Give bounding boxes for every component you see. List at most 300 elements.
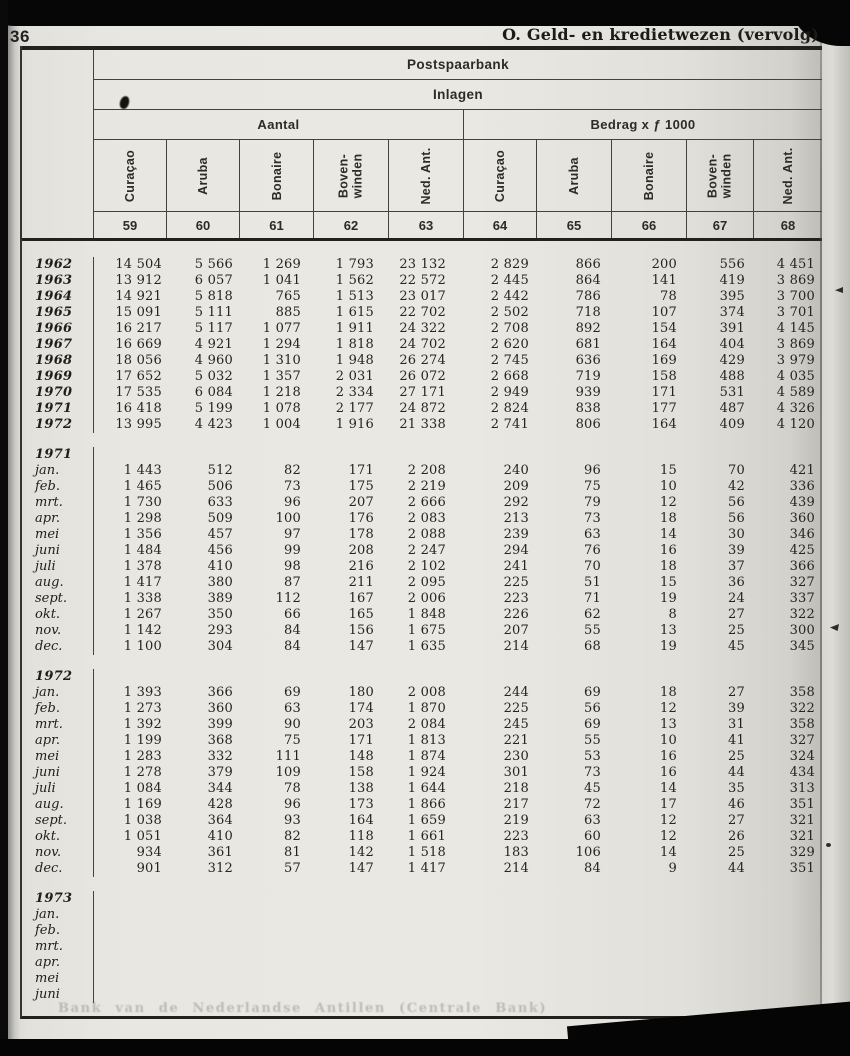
table-cell: 4 589 bbox=[776, 385, 815, 400]
table-cell: 1 004 bbox=[262, 417, 301, 432]
table-cell bbox=[754, 987, 822, 1003]
table-cell: 1 038 bbox=[123, 813, 162, 828]
row-label: juni bbox=[22, 987, 94, 1003]
table-cell: 901 bbox=[136, 861, 162, 876]
table-cell: 1 278 bbox=[123, 765, 162, 780]
table-row bbox=[22, 955, 822, 971]
table-cell bbox=[537, 939, 612, 955]
table-cell: 209 bbox=[503, 479, 529, 494]
table-cell: 164 bbox=[348, 813, 374, 828]
table-cell: 380 bbox=[207, 575, 233, 590]
table-cell bbox=[612, 939, 687, 955]
table-cell: 4 921 bbox=[194, 337, 233, 352]
table-cell: 98 bbox=[284, 559, 301, 574]
table-cell: 45 bbox=[584, 781, 601, 796]
table-cell: 3 869 bbox=[776, 337, 815, 352]
table-row bbox=[22, 845, 822, 861]
table-cell: 312 bbox=[207, 861, 233, 876]
table-cell: 1 518 bbox=[407, 845, 446, 860]
table-cell: 1 659 bbox=[407, 813, 446, 828]
table-row bbox=[22, 575, 822, 591]
table-cell: 360 bbox=[207, 701, 233, 716]
table-cell bbox=[314, 447, 389, 463]
table-row bbox=[22, 305, 822, 321]
table-cell bbox=[314, 971, 389, 987]
table-cell: 203 bbox=[348, 717, 374, 732]
table-cell: 18 bbox=[660, 511, 677, 526]
table-cell: 346 bbox=[789, 527, 815, 542]
table-cell bbox=[612, 447, 687, 463]
table-cell bbox=[754, 955, 822, 971]
table-cell: 344 bbox=[207, 781, 233, 796]
table-cell: 719 bbox=[575, 369, 601, 384]
table-cell: 55 bbox=[584, 623, 601, 638]
table-cell: 3 701 bbox=[776, 305, 815, 320]
table-cell: 24 bbox=[728, 591, 745, 606]
section-heading-row bbox=[22, 447, 822, 463]
column-header-62 bbox=[314, 140, 389, 212]
table-cell bbox=[94, 955, 167, 971]
table-cell: 76 bbox=[584, 543, 601, 558]
table-cell: 488 bbox=[719, 369, 745, 384]
column-header-67 bbox=[687, 140, 754, 212]
table-cell: 1 635 bbox=[407, 639, 446, 654]
table-cell: 239 bbox=[503, 527, 529, 542]
table-cell: 62 bbox=[584, 607, 601, 622]
table-cell: 82 bbox=[284, 463, 301, 478]
section-heading: 1973 bbox=[22, 891, 94, 907]
table-cell: 351 bbox=[789, 797, 815, 812]
table-cell: 531 bbox=[719, 385, 745, 400]
table-cell: 332 bbox=[207, 749, 233, 764]
table-cell bbox=[537, 669, 612, 685]
section-heading: 1971 bbox=[22, 447, 94, 463]
table-cell: 5 111 bbox=[194, 305, 233, 320]
row-label: mei bbox=[22, 527, 94, 543]
table-cell: 56 bbox=[728, 511, 745, 526]
table-cell: 73 bbox=[584, 511, 601, 526]
table-cell: 138 bbox=[348, 781, 374, 796]
scan-edge-left bbox=[0, 0, 8, 1056]
table-cell: 30 bbox=[728, 527, 745, 542]
table-cell: 25 bbox=[728, 845, 745, 860]
table-cell: 2 502 bbox=[490, 305, 529, 320]
table-cell: 23 017 bbox=[399, 289, 446, 304]
table-cell bbox=[167, 447, 240, 463]
column-header-label: Bonaire bbox=[641, 151, 656, 200]
table-cell: 213 bbox=[503, 511, 529, 526]
table-cell: 75 bbox=[584, 479, 601, 494]
table-cell: 22 572 bbox=[399, 273, 446, 288]
table-row bbox=[22, 685, 822, 701]
table-cell: 27 bbox=[728, 813, 745, 828]
table-cell: 410 bbox=[207, 559, 233, 574]
table-row bbox=[22, 607, 822, 623]
table-cell: 1 218 bbox=[262, 385, 301, 400]
table-cell: 25 bbox=[728, 623, 745, 638]
table-cell bbox=[537, 907, 612, 923]
table-cell: 399 bbox=[207, 717, 233, 732]
scan-speck bbox=[826, 843, 831, 847]
column-header-label: Aruba bbox=[195, 156, 210, 195]
table-cell: 37 bbox=[728, 559, 745, 574]
column-number: 61 bbox=[240, 212, 314, 238]
table-cell bbox=[94, 971, 167, 987]
table-cell: 1 356 bbox=[123, 527, 162, 542]
page-number: 36 bbox=[10, 27, 30, 46]
section-heading: 1972 bbox=[22, 669, 94, 685]
table-cell: 69 bbox=[284, 685, 301, 700]
table-cell: 419 bbox=[719, 273, 745, 288]
row-label: mei bbox=[22, 971, 94, 987]
table-cell bbox=[314, 907, 389, 923]
row-label: feb. bbox=[22, 701, 94, 717]
table-cell: 84 bbox=[284, 639, 301, 654]
table-cell: 56 bbox=[584, 701, 601, 716]
table-cell: 18 056 bbox=[115, 353, 162, 368]
table-cell bbox=[754, 923, 822, 939]
row-label: juli bbox=[22, 781, 94, 797]
table-cell bbox=[389, 447, 464, 463]
table-cell: 5 566 bbox=[194, 257, 233, 272]
table-cell bbox=[754, 971, 822, 987]
table-cell: 171 bbox=[348, 463, 374, 478]
table-row bbox=[22, 701, 822, 717]
table-cell: 16 bbox=[660, 543, 677, 558]
table-cell: 240 bbox=[503, 463, 529, 478]
row-label: mei bbox=[22, 749, 94, 765]
table-row bbox=[22, 861, 822, 877]
table-cell: 425 bbox=[789, 543, 815, 558]
table-cell: 1 393 bbox=[123, 685, 162, 700]
table-cell: 17 652 bbox=[115, 369, 162, 384]
table-cell: 1 078 bbox=[262, 401, 301, 416]
table-cell: 457 bbox=[207, 527, 233, 542]
table-cell: 892 bbox=[575, 321, 601, 336]
row-label: aug. bbox=[22, 797, 94, 813]
table-cell bbox=[314, 891, 389, 907]
table-cell bbox=[612, 891, 687, 907]
table-cell: 17 bbox=[660, 797, 677, 812]
table-cell: 176 bbox=[348, 511, 374, 526]
column-header-63 bbox=[389, 140, 464, 212]
table-cell: 636 bbox=[575, 353, 601, 368]
row-label: jan. bbox=[22, 685, 94, 701]
table-cell: 1 338 bbox=[123, 591, 162, 606]
table-row bbox=[22, 369, 822, 385]
table-row bbox=[22, 813, 822, 829]
table-cell bbox=[240, 955, 314, 971]
table-cell: 63 bbox=[284, 701, 301, 716]
table-cell: 327 bbox=[789, 733, 815, 748]
table-row bbox=[22, 639, 822, 655]
row-label: 1970 bbox=[22, 385, 94, 401]
table-cell: 8 bbox=[668, 607, 677, 622]
column-number: 64 bbox=[464, 212, 537, 238]
table-cell: 14 bbox=[660, 845, 677, 860]
table-row bbox=[22, 939, 822, 955]
column-number: 67 bbox=[687, 212, 754, 238]
table-cell: 866 bbox=[575, 257, 601, 272]
table-cell: 329 bbox=[789, 845, 815, 860]
column-header-label: Ned. Ant. bbox=[780, 146, 795, 205]
table-cell: 177 bbox=[651, 401, 677, 416]
table-cell: 1 357 bbox=[262, 369, 301, 384]
table-cell: 409 bbox=[719, 417, 745, 432]
table-cell: 1 874 bbox=[407, 749, 446, 764]
table-cell: 864 bbox=[575, 273, 601, 288]
table-cell: 1 310 bbox=[262, 353, 301, 368]
column-header-59 bbox=[94, 140, 167, 212]
table-cell: 142 bbox=[348, 845, 374, 860]
table-cell: 12 bbox=[660, 829, 677, 844]
table-row bbox=[22, 273, 822, 289]
row-label: 1967 bbox=[22, 337, 94, 353]
table-cell: 225 bbox=[503, 701, 529, 716]
table-cell bbox=[687, 923, 754, 939]
table-cell: 72 bbox=[584, 797, 601, 812]
table-cell: 214 bbox=[503, 639, 529, 654]
column-header-label: Boven- winden bbox=[705, 153, 734, 198]
table-cell: 2 102 bbox=[407, 559, 446, 574]
table-cell: 71 bbox=[584, 591, 601, 606]
table-cell: 23 132 bbox=[399, 257, 446, 272]
table-cell: 2 824 bbox=[490, 401, 529, 416]
table-body bbox=[22, 241, 822, 1016]
table-cell bbox=[612, 955, 687, 971]
table-cell: 6 057 bbox=[194, 273, 233, 288]
table-cell bbox=[94, 891, 167, 907]
table-cell: 439 bbox=[789, 495, 815, 510]
column-header-label: Bonaire bbox=[269, 151, 284, 200]
table-cell: 404 bbox=[719, 337, 745, 352]
table-cell: 16 bbox=[660, 749, 677, 764]
table-cell bbox=[167, 907, 240, 923]
table-cell: 174 bbox=[348, 701, 374, 716]
row-label: nov. bbox=[22, 623, 94, 639]
table-cell: 15 bbox=[660, 463, 677, 478]
table-row bbox=[22, 971, 822, 987]
table-cell: 107 bbox=[651, 305, 677, 320]
row-label: jan. bbox=[22, 907, 94, 923]
table-cell: 1 273 bbox=[123, 701, 162, 716]
table-cell: 1 169 bbox=[123, 797, 162, 812]
section-heading-row bbox=[22, 669, 822, 685]
table-cell: 87 bbox=[284, 575, 301, 590]
table-row bbox=[22, 417, 822, 433]
table-cell bbox=[464, 669, 537, 685]
table-cell: 183 bbox=[503, 845, 529, 860]
table-cell: 13 bbox=[660, 623, 677, 638]
table-cell: 164 bbox=[651, 337, 677, 352]
table-cell: 2 745 bbox=[490, 353, 529, 368]
table-cell: 1 378 bbox=[123, 559, 162, 574]
table-cell: 1 051 bbox=[123, 829, 162, 844]
table-cell: 1 077 bbox=[262, 321, 301, 336]
table-cell: 368 bbox=[207, 733, 233, 748]
table-row bbox=[22, 463, 822, 479]
group-header-bedrag: Bedrag x ƒ 1000 bbox=[464, 110, 822, 140]
table-cell: 1 465 bbox=[123, 479, 162, 494]
table-row bbox=[22, 353, 822, 369]
table-cell bbox=[389, 971, 464, 987]
table-cell bbox=[94, 669, 167, 685]
table-cell: 1 644 bbox=[407, 781, 446, 796]
table-cell: 42 bbox=[728, 479, 745, 494]
table-cell: 391 bbox=[719, 321, 745, 336]
table-cell: 1 562 bbox=[335, 273, 374, 288]
table-subtitle: Inlagen bbox=[94, 80, 822, 110]
table-cell: 66 bbox=[284, 607, 301, 622]
column-header-60 bbox=[167, 140, 240, 212]
table-cell: 178 bbox=[348, 527, 374, 542]
table-cell bbox=[612, 907, 687, 923]
table-cell: 26 bbox=[728, 829, 745, 844]
table-cell bbox=[464, 447, 537, 463]
table-cell: 395 bbox=[719, 289, 745, 304]
row-label: 1964 bbox=[22, 289, 94, 305]
table-cell: 2 668 bbox=[490, 369, 529, 384]
row-label: 1968 bbox=[22, 353, 94, 369]
table-cell: 223 bbox=[503, 829, 529, 844]
table-row bbox=[22, 781, 822, 797]
table-cell: 718 bbox=[575, 305, 601, 320]
table-cell: 4 145 bbox=[776, 321, 815, 336]
table-cell: 200 bbox=[651, 257, 677, 272]
table-cell: 2 829 bbox=[490, 257, 529, 272]
table-cell: 216 bbox=[348, 559, 374, 574]
table-cell: 2 083 bbox=[407, 511, 446, 526]
table-cell bbox=[687, 971, 754, 987]
row-label: 1965 bbox=[22, 305, 94, 321]
table-cell: 214 bbox=[503, 861, 529, 876]
table-cell: 1 199 bbox=[123, 733, 162, 748]
table-cell: 1 100 bbox=[123, 639, 162, 654]
table-cell: 39 bbox=[728, 543, 745, 558]
column-number: 60 bbox=[167, 212, 240, 238]
table-cell bbox=[240, 971, 314, 987]
table-cell: 351 bbox=[789, 861, 815, 876]
column-header-64 bbox=[464, 140, 537, 212]
table-cell bbox=[612, 971, 687, 987]
table-cell bbox=[167, 955, 240, 971]
table-cell bbox=[537, 923, 612, 939]
table-cell: 358 bbox=[789, 685, 815, 700]
table-cell: 21 338 bbox=[399, 417, 446, 432]
page-fold-line bbox=[820, 24, 822, 1042]
row-label: juni bbox=[22, 543, 94, 559]
table-cell: 57 bbox=[284, 861, 301, 876]
table-cell: 79 bbox=[584, 495, 601, 510]
row-label: 1966 bbox=[22, 321, 94, 337]
table-cell: 244 bbox=[503, 685, 529, 700]
table-cell bbox=[389, 955, 464, 971]
row-label: feb. bbox=[22, 479, 94, 495]
table-cell: 293 bbox=[207, 623, 233, 638]
table-cell: 4 423 bbox=[194, 417, 233, 432]
table-cell: 1 084 bbox=[123, 781, 162, 796]
table-cell: 19 bbox=[660, 591, 677, 606]
table-cell: 361 bbox=[207, 845, 233, 860]
table-cell: 24 322 bbox=[399, 321, 446, 336]
table-cell: 13 912 bbox=[115, 273, 162, 288]
table-row bbox=[22, 321, 822, 337]
table-cell: 167 bbox=[348, 591, 374, 606]
table-cell: 410 bbox=[207, 829, 233, 844]
table-cell: 556 bbox=[719, 257, 745, 272]
table-cell: 2 208 bbox=[407, 463, 446, 478]
table-cell bbox=[167, 891, 240, 907]
table-cell: 51 bbox=[584, 575, 601, 590]
column-header-label: Curaçao bbox=[492, 149, 507, 202]
table-cell bbox=[314, 669, 389, 685]
column-header-label: Curaçao bbox=[122, 149, 137, 202]
row-label: 1963 bbox=[22, 273, 94, 289]
table-cell: 1 911 bbox=[335, 321, 374, 336]
table-cell: 5 199 bbox=[194, 401, 233, 416]
row-label: okt. bbox=[22, 607, 94, 623]
table-cell: 358 bbox=[789, 717, 815, 732]
table-cell bbox=[94, 939, 167, 955]
table-cell: 300 bbox=[789, 623, 815, 638]
table-cell: 27 171 bbox=[399, 385, 446, 400]
table-cell bbox=[687, 955, 754, 971]
table-cell: 73 bbox=[584, 765, 601, 780]
table-cell: 3 979 bbox=[776, 353, 815, 368]
row-label: mrt. bbox=[22, 717, 94, 733]
table-cell bbox=[389, 939, 464, 955]
table-cell: 4 451 bbox=[776, 257, 815, 272]
table-cell: 141 bbox=[651, 273, 677, 288]
table-cell: 2 177 bbox=[335, 401, 374, 416]
table-cell: 164 bbox=[651, 417, 677, 432]
table-cell: 16 bbox=[660, 765, 677, 780]
row-label: apr. bbox=[22, 955, 94, 971]
table-cell: 112 bbox=[275, 591, 301, 606]
table-cell bbox=[464, 955, 537, 971]
table-cell: 506 bbox=[207, 479, 233, 494]
table-cell: 154 bbox=[651, 321, 677, 336]
group-header-aantal: Aantal bbox=[94, 110, 464, 140]
row-label: apr. bbox=[22, 733, 94, 749]
row-label: dec. bbox=[22, 861, 94, 877]
table-cell bbox=[687, 907, 754, 923]
table-cell: 14 504 bbox=[115, 257, 162, 272]
table-cell: 336 bbox=[789, 479, 815, 494]
table-cell: 96 bbox=[584, 463, 601, 478]
table-cell: 245 bbox=[503, 717, 529, 732]
table-cell: 96 bbox=[284, 797, 301, 812]
table-cell: 366 bbox=[789, 559, 815, 574]
table-cell: 2 006 bbox=[407, 591, 446, 606]
table-cell: 1 661 bbox=[407, 829, 446, 844]
table-cell: 31 bbox=[728, 717, 745, 732]
table-cell bbox=[240, 447, 314, 463]
table-cell: 2 949 bbox=[490, 385, 529, 400]
table-cell: 509 bbox=[207, 511, 233, 526]
table-cell: 97 bbox=[284, 527, 301, 542]
table-row bbox=[22, 495, 822, 511]
table-cell: 211 bbox=[348, 575, 374, 590]
table-cell: 1 267 bbox=[123, 607, 162, 622]
table-cell: 18 bbox=[660, 559, 677, 574]
row-label: juli bbox=[22, 559, 94, 575]
table-cell: 14 bbox=[660, 527, 677, 542]
table-cell: 4 326 bbox=[776, 401, 815, 416]
table-row bbox=[22, 401, 822, 417]
table-cell bbox=[464, 891, 537, 907]
table-cell: 2 247 bbox=[407, 543, 446, 558]
